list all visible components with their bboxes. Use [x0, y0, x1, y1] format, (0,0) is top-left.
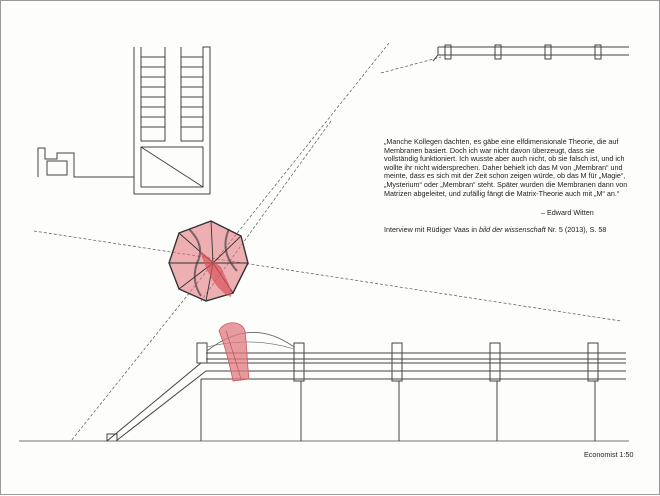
- staircase-plan: [38, 47, 210, 194]
- source-publication: bild der wissenschaft: [478, 225, 546, 234]
- membrane-sculpture: [169, 221, 248, 301]
- lower-railing: [19, 332, 629, 441]
- quote-attribution: – Edward Witten: [541, 208, 594, 217]
- witten-quote: „Manche Kollegen dachten, es gäbe eine elfdimensionale Theorie, die auf Membranen basiert. Doch ich war nicht davon überzeugt, dass sie vollständig funktioniert. Ich wusste aber auch nicht, ob sie falsch ist, und ich wollte ihr nicht widersprechen. Daher behielt ich das M von „Membran“ und meinte, dass es sich mit der Zeit schon zeigen würde, ob das M für „Magie“, „Mysterium“ oder „Membran“ steht. Später wurden die Membranen dann von Matrizen abgeleitet, und zufällig fängt die Matrix-Theorie auch mit „M“ an.“: [384, 137, 628, 198]
- upper-beam: [433, 45, 629, 61]
- construction-lines: [34, 43, 621, 441]
- source-prefix: Interview mit Rüdiger Vaas in: [384, 225, 479, 234]
- scale-label: Economist 1:50: [584, 450, 634, 459]
- source-suffix: Nr. 5 (2013), S. 58: [545, 225, 607, 234]
- pink-column: [219, 323, 249, 381]
- source-citation: [384, 225, 634, 234]
- architectural-sketch: [1, 1, 660, 496]
